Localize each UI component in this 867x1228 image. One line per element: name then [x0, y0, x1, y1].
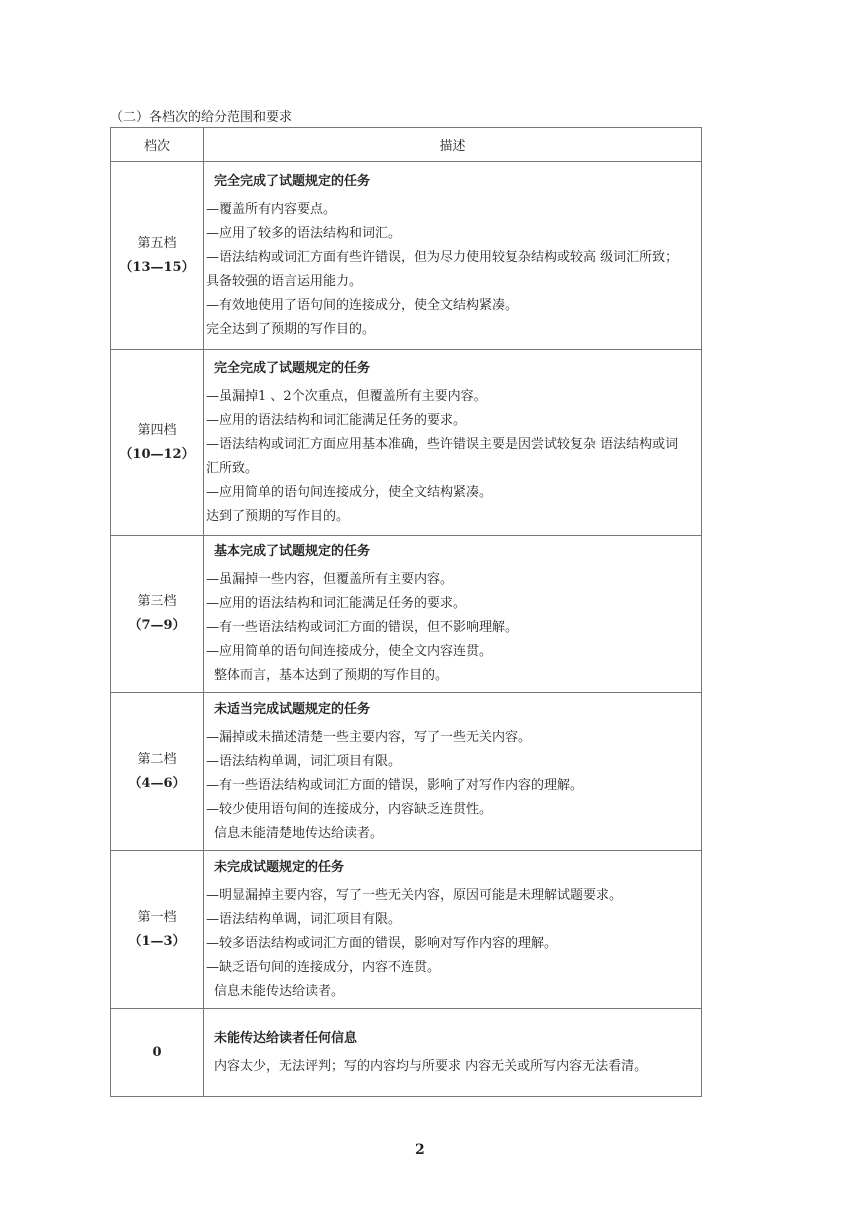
- description-cell: [204, 1009, 702, 1097]
- level-name: 第五档: [137, 235, 177, 251]
- criterion-line: —虽漏掉一些内容，但覆盖所有主要内容。: [206, 572, 454, 587]
- score-range: （1—3）: [128, 933, 186, 949]
- level-heading: 完全完成了试题规定的任务: [214, 173, 371, 189]
- table-row: [111, 162, 702, 350]
- criterion-line: —语法结构单调，词汇项目有限。: [206, 911, 402, 927]
- criterion-line: —较少使用语句间的连接成分，内容缺乏连贯性。: [206, 801, 493, 817]
- level-heading: 未完成试题规定的任务: [214, 859, 345, 875]
- table-header-row: [111, 128, 702, 162]
- criterion-line: 信息未能传达给读者。: [214, 983, 345, 999]
- criterion-line: —明显漏掉主要内容，写了一些无关内容，原因可能是未理解试题要求。: [206, 887, 623, 903]
- description-cell: [204, 350, 702, 536]
- description-cell: [204, 693, 702, 851]
- criterion-line: —语法结构或词汇方面应用基本准确，些许错误主要是因尝试较复杂 语法结构或词汇所致。: [206, 436, 679, 476]
- criterion-line: —有效地使用了语句间的连接成分，使全文结构紧凑。: [206, 297, 519, 313]
- criterion-line: 信息未能清楚地传达给读者。: [214, 825, 384, 841]
- level-name: 0: [152, 1044, 162, 1060]
- scoring-table: [110, 127, 702, 1097]
- criterion-line: 内容太少，无法评判；写的内容均与所要求 内容无关或所写内容无法看清。: [214, 1058, 648, 1074]
- table-row: [111, 693, 702, 851]
- page-number: 2: [415, 1142, 425, 1158]
- criterion-line: —虽漏掉1 、2个次重点，但覆盖所有主要内容。: [206, 388, 487, 404]
- table-row: [111, 350, 702, 536]
- criterion-line: —有一些语法结构或词汇方面的错误，但不影响理解。: [206, 620, 519, 635]
- description-cell: [204, 851, 702, 1009]
- level-cell: [111, 693, 204, 851]
- level-cell: [111, 1009, 204, 1097]
- table-row: [111, 851, 702, 1009]
- score-range: （4—6）: [128, 775, 186, 791]
- table-row: [111, 536, 702, 693]
- score-range: （13—15）: [119, 259, 195, 275]
- criterion-line: 整体而言，基本达到了预期的写作目的。: [214, 668, 449, 683]
- criterion-line: —应用的语法结构和词汇能满足任务的要求。: [206, 412, 467, 428]
- level-name: 第二档: [137, 751, 177, 767]
- criterion-line: —有一些语法结构或词汇方面的错误，影响了对写作内容的理解。: [206, 777, 584, 793]
- criterion-line: —缺乏语句间的连接成分，内容不连贯。: [206, 959, 441, 975]
- criterion-line: 完全达到了预期的写作目的。: [206, 321, 376, 337]
- description-cell: [204, 162, 702, 350]
- criterion-line: —应用的语法结构和词汇能满足任务的要求。: [206, 596, 467, 611]
- description-cell: [204, 536, 702, 693]
- level-cell: [111, 851, 204, 1009]
- level-cell: [111, 162, 204, 350]
- criterion-line: —覆盖所有内容要点。: [206, 201, 337, 217]
- level-heading: 完全完成了试题规定的任务: [214, 360, 371, 376]
- level-cell: [111, 350, 204, 536]
- criterion-line: —应用简单的语句间连接成分，使全文内容连贯。: [206, 644, 493, 659]
- criterion-line: —语法结构或词汇方面有些许错误，但为尽力使用较复杂结构或较高 级词汇所致；具备较强的语言运用能力。: [206, 249, 679, 289]
- score-range: （7—9）: [128, 618, 186, 633]
- level-name: 第一档: [137, 909, 177, 925]
- level-cell: [111, 536, 204, 693]
- level-heading: 未能传达给读者任何信息: [214, 1030, 358, 1046]
- criterion-line: —漏掉或未描述清楚一些主要内容，写了一些无关内容。: [206, 729, 532, 745]
- level-heading: 未适当完成试题规定的任务: [214, 701, 371, 717]
- table-row: [111, 1009, 702, 1097]
- header-description: 描述: [204, 128, 702, 162]
- level-name: 第四档: [137, 422, 177, 438]
- level-name: 第三档: [137, 594, 177, 609]
- header-level: 档次: [111, 128, 204, 162]
- criterion-line: —应用了较多的语法结构和词汇。: [206, 225, 402, 241]
- criterion-line: —应用简单的语句间连接成分，使全文结构紧凑。: [206, 484, 493, 500]
- criterion-line: —较多语法结构或词汇方面的错误，影响对写作内容的理解。: [206, 935, 558, 951]
- level-heading: 基本完成了试题规定的任务: [214, 544, 371, 559]
- criterion-line: —语法结构单调，词汇项目有限。: [206, 753, 402, 769]
- criterion-line: 达到了预期的写作目的。: [206, 508, 350, 524]
- section-caption: （二）各档次的给分范围和要求: [110, 110, 293, 125]
- score-range: （10—12）: [119, 446, 195, 462]
